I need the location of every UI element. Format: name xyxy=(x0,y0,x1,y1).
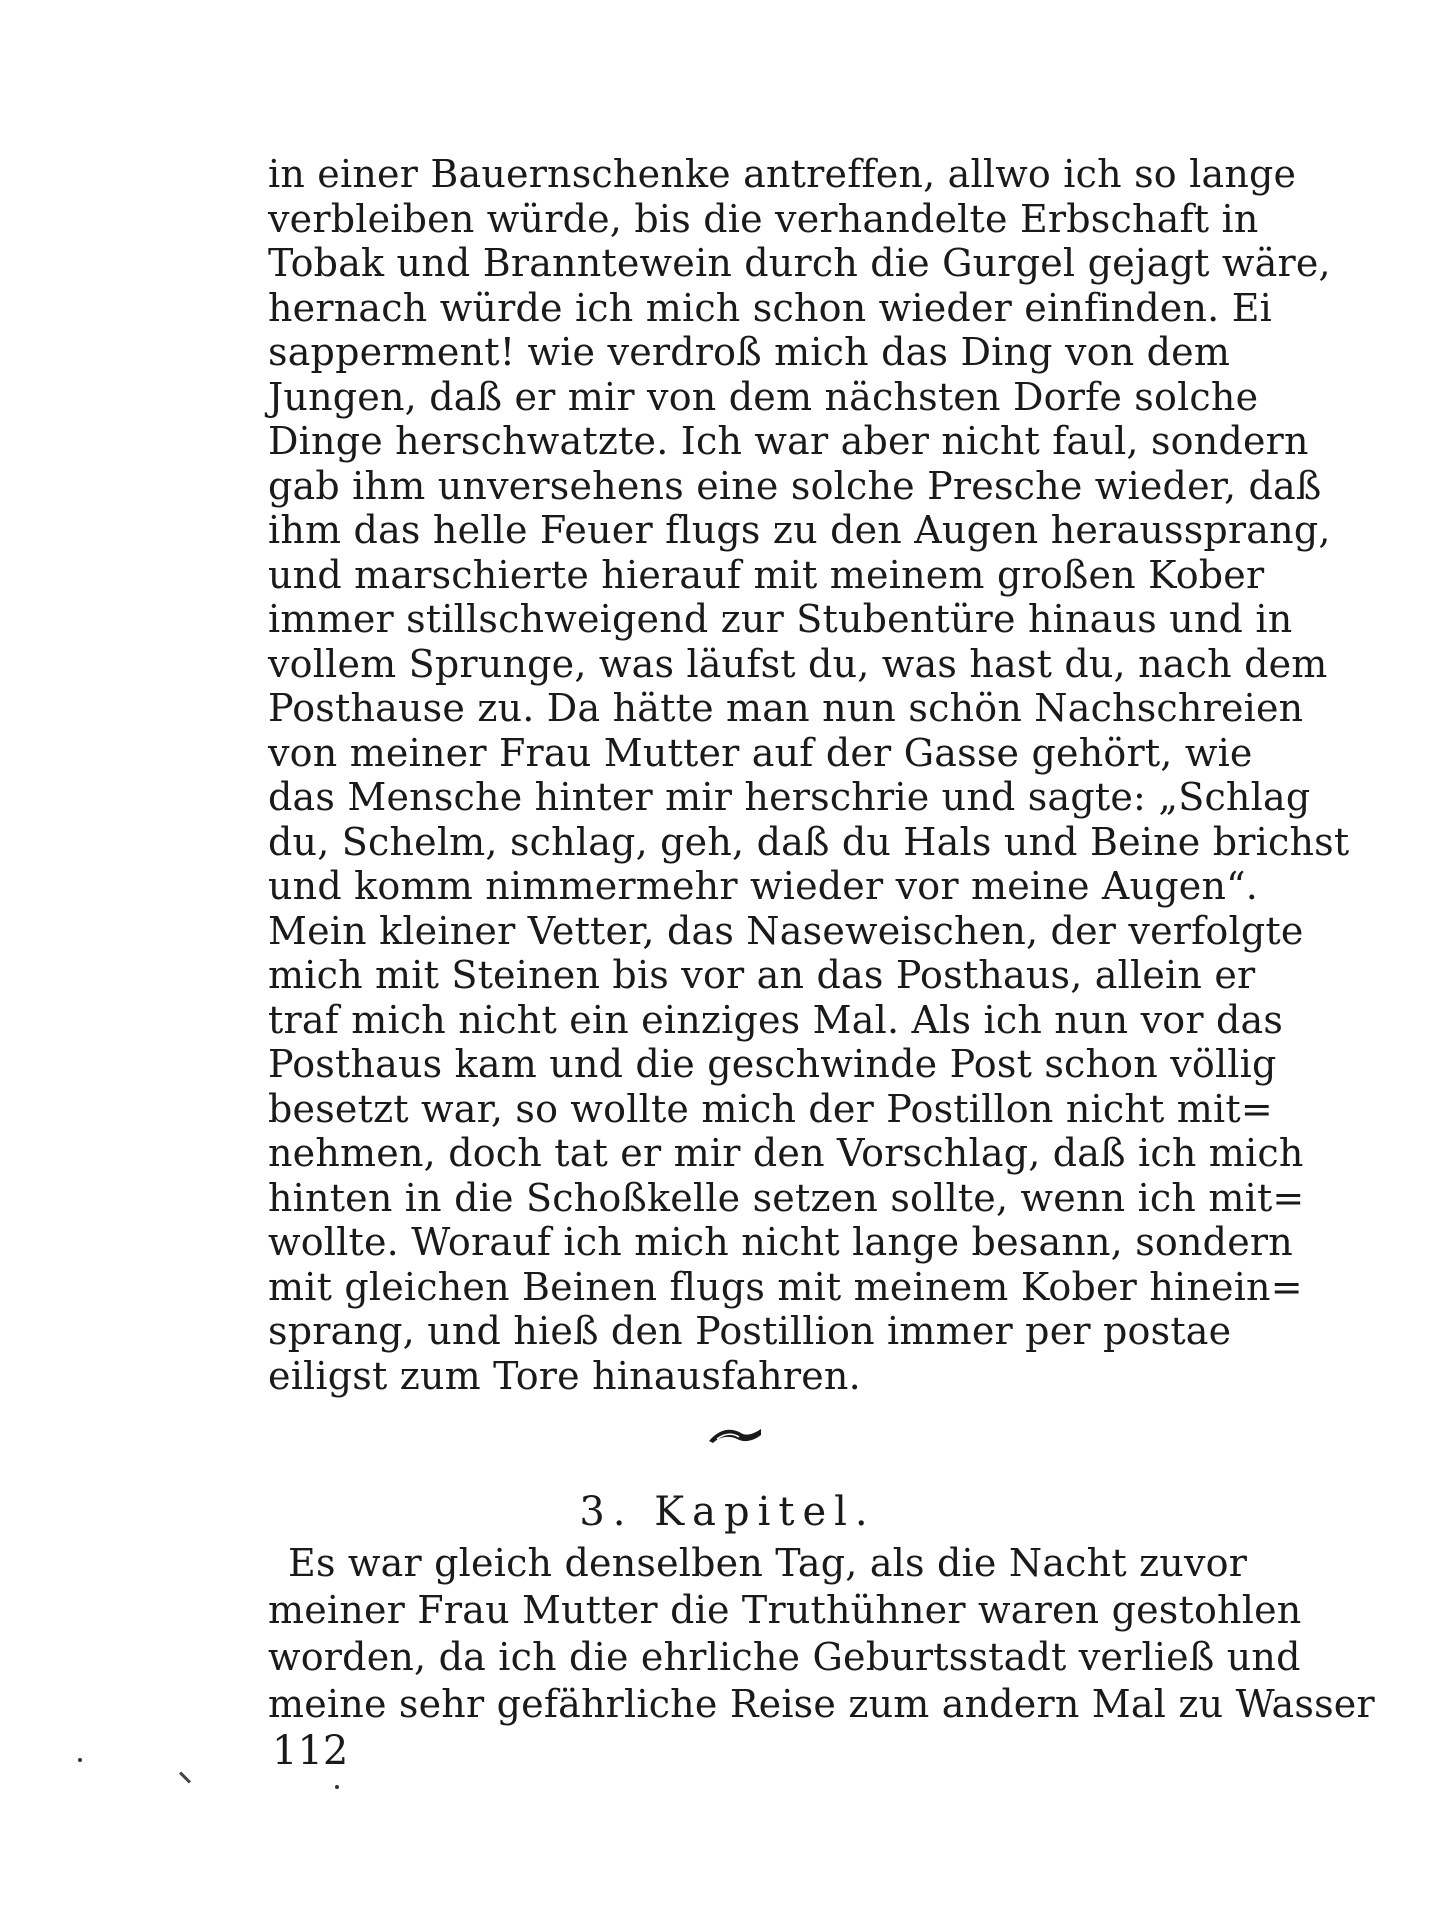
chapter-heading xyxy=(0,1482,1435,1542)
text-line: mit gleichen Beinen flugs mit meinem Kober hinein= xyxy=(268,1264,1303,1309)
text-line: eiligst zum Tore hinausfahren. xyxy=(268,1353,861,1398)
body-text xyxy=(268,152,1350,1398)
text-line: vollem Sprunge, was läufst du, was hast du, nach dem xyxy=(268,641,1328,686)
text-line: das Mensche hinter mir herschrie und sagte: „Schlag xyxy=(268,775,1311,819)
text-line: und komm nimmermehr wieder vor meine Augen“. xyxy=(268,864,1259,908)
text-line: gab ihm unversehens eine solche Presche wieder, daß xyxy=(268,463,1322,508)
text-line: Jungen, daß er mir von dem nächsten Dorfe solche xyxy=(268,374,1259,419)
text-line: mich mit Steinen bis vor an das Posthaus, allein er xyxy=(268,953,1256,997)
text-line: Es war gleich denselben Tag, als die Nacht zuvor xyxy=(288,1541,1248,1585)
text-line: hernach würde ich mich schon wieder einfinden. Ei xyxy=(268,285,1273,330)
text-line: sprang, und hieß den Postillion immer per postae xyxy=(268,1309,1232,1353)
text-line: von meiner Frau Mutter auf der Gasse gehört, wie xyxy=(268,730,1253,775)
text-line: Tobak und Branntewein durch die Gurgel gejagt wäre, xyxy=(268,241,1331,285)
text-line: besetzt war, so wollte mich der Postillon nicht mit= xyxy=(268,1086,1273,1131)
chapter-text xyxy=(268,1540,1375,1728)
scan-mark xyxy=(179,1771,191,1783)
text-line: und marschierte hierauf mit meinem großen Kober xyxy=(268,552,1265,597)
text-line: meiner Frau Mutter die Truthühner waren gestohlen xyxy=(268,1588,1302,1632)
text-line: wollte. Worauf ich mich nicht lange besann, sondern xyxy=(268,1220,1293,1264)
fleuron-icon xyxy=(705,1423,765,1447)
text-line: du, Schelm, schlag, geh, daß du Hals und Beine brichst xyxy=(268,819,1350,864)
text-line: nehmen, doch tat er mir den Vorschlag, daß ich mich xyxy=(268,1131,1304,1175)
page-number: 112 xyxy=(272,1728,349,1774)
scan-speck xyxy=(335,1785,339,1789)
text-line: immer stillschweigend zur Stubentüre hinaus und in xyxy=(268,597,1293,641)
text-line: Dinge herschwatzte. Ich war aber nicht faul, sondern xyxy=(268,419,1309,463)
text-line: sapperment! wie verdroß mich das Ding von dem xyxy=(268,330,1231,374)
text-line: ihm das helle Feuer flugs zu den Augen heraussprang, xyxy=(268,508,1331,552)
text-line: Posthause zu. Da hätte man nun schön Nachschreien xyxy=(268,686,1304,730)
text-line: traf mich nicht ein einziges Mal. Als ich nun vor das xyxy=(268,997,1284,1042)
text-line: worden, da ich die ehrliche Geburtsstadt verließ und xyxy=(268,1635,1301,1679)
scan-speck xyxy=(78,1758,82,1762)
text-line: Posthaus kam und die geschwinde Post schon völlig xyxy=(268,1042,1277,1086)
text-line: hinten in die Schoßkelle setzen sollte, wenn ich mit= xyxy=(268,1175,1305,1220)
text-line: verbleiben würde, bis die verhandelte Erbschaft in xyxy=(268,196,1259,241)
text-line: in einer Bauernschenke antreffen, allwo ich so lange xyxy=(268,152,1297,196)
chapter-title: 3. Kapitel. xyxy=(579,1489,876,1535)
text-line: meine sehr gefährliche Reise zum andern Mal zu Wasser xyxy=(268,1682,1375,1726)
text-line: Mein kleiner Vetter, das Naseweischen, der verfolgte xyxy=(268,908,1304,953)
